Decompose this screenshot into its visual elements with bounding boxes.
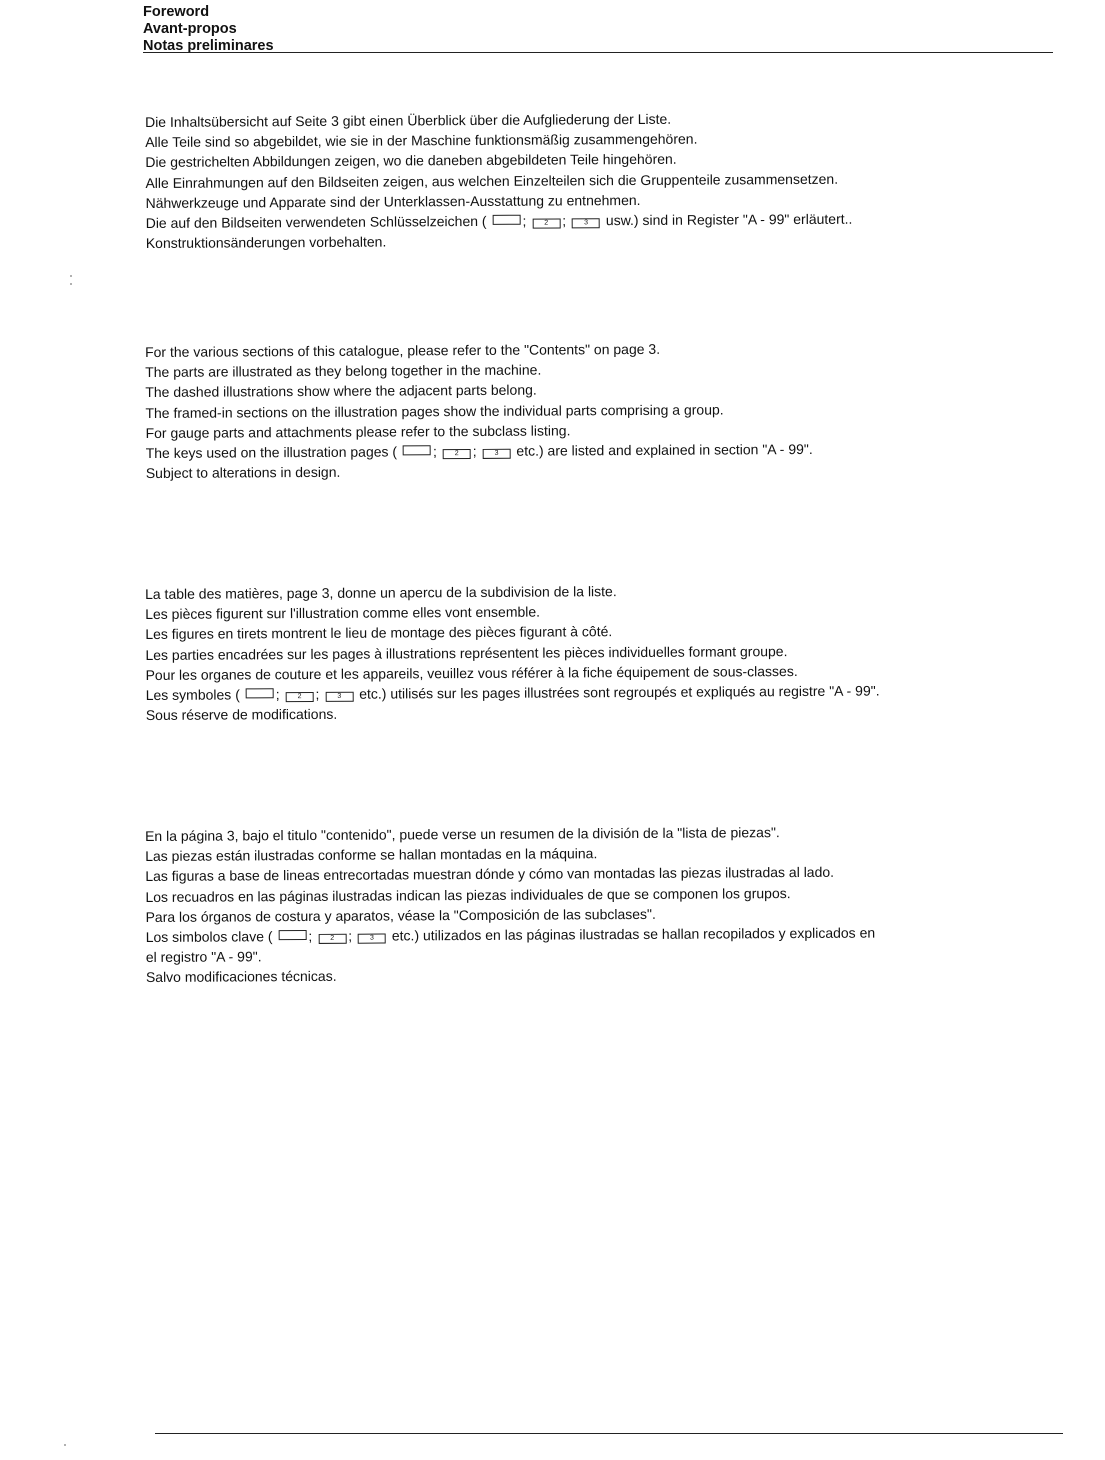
text-line: Nähwerkzeuge und Apparate sind der Unterklassen-Ausstattung zu entnehmen.	[145, 191, 641, 211]
key-symbol-3: 3	[482, 449, 510, 459]
header-title-es: Notas preliminares	[143, 38, 274, 54]
section-french	[145, 579, 1046, 726]
text-fragment: Die auf den Bildseiten verwendeten Schlüsselzeichen (	[145, 212, 487, 232]
text-fragment: etc.) utilisés sur les pages illustrées sont regroupés et expliqués au registre "A - 99".	[359, 682, 880, 702]
key-symbol-2: 2	[532, 218, 560, 228]
text-line: Die Inhaltsübersicht auf Seite 3 gibt einen Überblick über die Aufgliederung der Liste.	[145, 110, 672, 130]
text-line-with-keys: Les symboles ( ; 2 ; 3 etc.) utilisés sur les pages illustrées sont regroupés et expliqués au registre "A - 99".	[145, 682, 880, 704]
text-line: For gauge parts and attachments please refer to the subclass listing.	[145, 422, 571, 441]
text-line-with-keys: Los simbolos clave ( ; 2 ; 3 etc.) utilizados en las páginas ilustradas se hallan recopilados y explicados en	[145, 924, 876, 946]
text-line: el registro "A - 99".	[145, 948, 262, 966]
text-fragment: etc.) utilizados en las páginas ilustradas se hallan recopilados y explicados en	[391, 924, 876, 944]
key-symbol-blank	[246, 688, 274, 698]
text-line: Alle Teile sind so abgebildet, wie sie in der Maschine funktionsmäßig zusammengehören.	[145, 130, 698, 151]
key-symbol-2: 2	[285, 692, 313, 702]
text-line: Las piezas están ilustradas conforme se hallan montadas en la máquina.	[145, 845, 598, 865]
text-line: Alle Einrahmungen auf den Bildseiten zeigen, aus welchen Einzelteilen sich die Gruppenteile zusammensetzen.	[145, 170, 839, 191]
text-line: Subject to alterations in design.	[145, 464, 341, 482]
key-symbol-2: 2	[443, 449, 471, 459]
header-divider	[143, 52, 1053, 53]
text-line: Los recuadros en las páginas ilustradas indican las piezas individuales de que se componen los grupos.	[145, 884, 791, 905]
page-header	[143, 4, 274, 55]
text-line: Die gestrichelten Abbildungen zeigen, wo die daneben abgebildeten Teile hingehören.	[145, 151, 677, 171]
header-title-fr: Avant-propos	[143, 21, 237, 37]
key-symbol-2: 2	[318, 934, 346, 944]
text-line: For the various sections of this catalogue, please refer to the "Contents" on page 3.	[145, 340, 661, 360]
text-line: The parts are illustrated as they belong together in the machine.	[145, 361, 542, 381]
text-line: Konstruktionsänderungen vorbehalten.	[145, 233, 387, 252]
text-line: Les figures en tirets montrent le lieu de montage des pièces figurant à côté.	[145, 623, 613, 643]
text-line: Pour les organes de couture et les appareils, veuillez vous référer à la fiche équipement de sous-classes.	[145, 662, 798, 683]
text-line: The framed-in sections on the illustration pages show the individual parts comprising a group.	[145, 401, 724, 421]
text-line: La table des matières, page 3, donne un apercu de la subdivision de la liste.	[145, 583, 617, 602]
text-line: Para los órganos de costura y aparatos, véase la "Composición de las subclases".	[145, 905, 656, 925]
section-german	[145, 107, 1046, 254]
text-line-with-keys: Die auf den Bildseiten verwendeten Schlüsselzeichen ( ; 2 ; 3 usw.) sind in Register "A - 99" erläutert..	[145, 210, 853, 232]
section-english	[145, 337, 1046, 484]
header-title-en: Foreword	[143, 4, 210, 20]
scan-speck	[70, 275, 72, 277]
key-symbol-blank	[492, 215, 520, 225]
section-spanish	[145, 821, 1046, 988]
text-fragment: Les symboles (	[145, 686, 240, 704]
text-line: Les pièces figurent sur l'illustration comme elles vont ensemble.	[145, 603, 541, 623]
text-fragment: Los simbolos clave (	[145, 928, 273, 946]
key-symbol-3: 3	[358, 934, 386, 944]
key-symbol-blank	[278, 930, 306, 940]
text-line: Sous réserve de modifications.	[145, 706, 338, 724]
key-symbol-3: 3	[572, 218, 600, 228]
text-line: Les parties encadrées sur les pages à illustrations représentent les pièces individuelles formant groupe.	[145, 642, 788, 663]
text-line-with-keys: The keys used on the illustration pages ( ; 2 ; 3 etc.) are listed and explained in section "A - 99".	[145, 440, 813, 462]
text-line: Salvo modificaciones técnicas.	[145, 968, 337, 986]
text-line: En la página 3, bajo el titulo "contenido", puede verse un resumen de la división de la "lista de piezas".	[145, 824, 780, 844]
footer-divider	[155, 1433, 1063, 1434]
text-line: Las figuras a base de lineas entrecortadas muestran dónde y cómo van montadas las piezas ilustradas al lado.	[145, 864, 835, 885]
text-fragment: The keys used on the illustration pages (	[145, 443, 398, 462]
scan-speck	[70, 283, 72, 285]
key-symbol-blank	[403, 445, 431, 455]
text-line: The dashed illustrations show where the adjacent parts belong.	[145, 382, 537, 401]
key-symbol-3: 3	[325, 692, 353, 702]
text-fragment: usw.) sind in Register "A - 99" erläutert..	[605, 210, 853, 229]
text-fragment: etc.) are listed and explained in section "A - 99".	[516, 440, 813, 459]
scan-speck	[64, 1444, 66, 1446]
